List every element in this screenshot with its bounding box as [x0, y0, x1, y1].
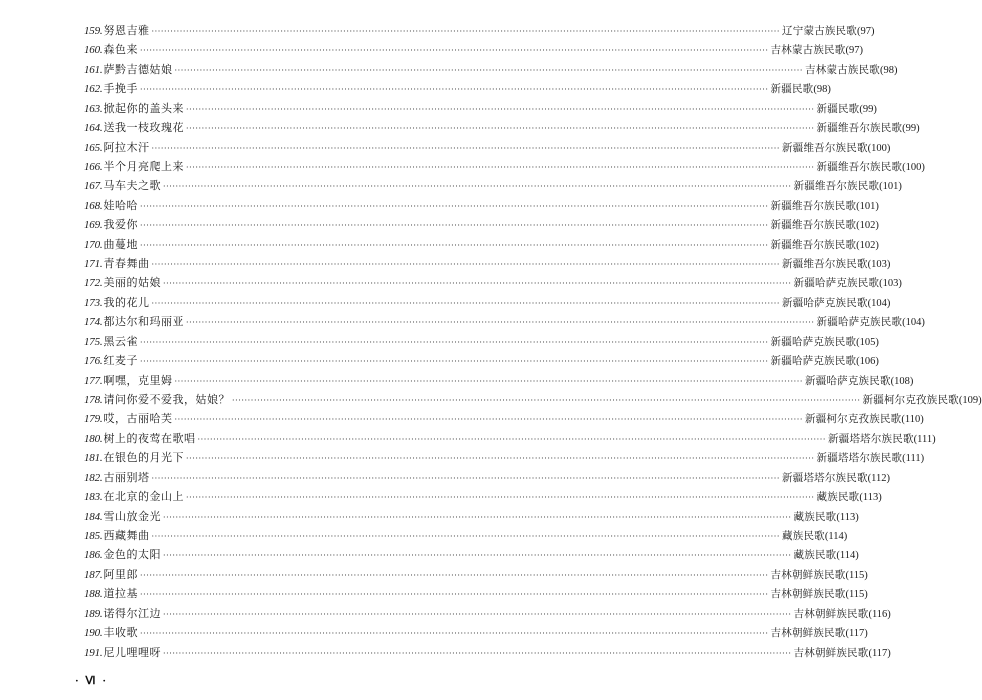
- entry-title: 都达尔和玛丽亚: [103, 315, 184, 329]
- entry-page-number: (112): [867, 472, 891, 484]
- entry-page-number: (98): [813, 84, 831, 96]
- entry-title: 我爱你: [103, 218, 138, 232]
- toc-entry: [84, 235, 879, 254]
- toc-entry: [84, 118, 920, 137]
- entry-number: 160.: [84, 44, 103, 57]
- entry-number: 163.: [84, 102, 103, 115]
- entry-title: 请问你爱不爱我，姑娘？: [103, 393, 230, 407]
- entry-title: 娃哈哈: [103, 198, 138, 212]
- entry-page-number: (117): [845, 628, 868, 640]
- entry-source: 新疆塔塔尔族民歌: [828, 432, 914, 445]
- entry-number: 189.: [84, 607, 103, 620]
- entry-source: 吉林蒙古族民歌: [770, 44, 846, 57]
- entry-title: 曲蔓地: [103, 237, 138, 251]
- dot-leader: ········································································································································································································: [174, 415, 804, 425]
- dot-leader: ········································································································································································································: [139, 221, 769, 231]
- entry-title: 萨黔吉德姑娘: [103, 62, 173, 76]
- dot-leader: ········································································································································································································: [162, 551, 792, 561]
- entry-number: 176.: [84, 355, 103, 368]
- toc-entry: [84, 99, 877, 118]
- dot-leader: ········································································································································································································: [162, 512, 792, 522]
- entry-source: 新疆柯尔克孜族民歌: [862, 394, 959, 407]
- toc-entry: [84, 293, 891, 312]
- toc-entry: [84, 468, 891, 487]
- entry-title: 青春舞曲: [103, 257, 150, 271]
- entry-source: 新疆维吾尔族民歌: [793, 180, 880, 193]
- entry-source: 新疆维吾尔族民歌: [782, 258, 868, 271]
- entry-page-number: (98): [879, 64, 898, 76]
- toc-entry: [84, 176, 902, 195]
- entry-page-number: (115): [845, 589, 868, 601]
- entry-page-number: (111): [902, 453, 925, 465]
- entry-page-number: (104): [902, 317, 925, 329]
- toc-entry: [84, 138, 891, 157]
- dot-leader: ········································································································································································································: [185, 162, 815, 172]
- entry-title: 诺得尔江边: [103, 606, 161, 620]
- dot-leader: ········································································································································································································: [151, 531, 781, 541]
- entry-page-number: (102): [856, 239, 879, 251]
- dot-leader: ········································································································································································································: [151, 27, 781, 36]
- entry-number: 164.: [84, 122, 103, 135]
- dot-leader: ········································································································································································································: [139, 337, 769, 347]
- entry-number: 187.: [84, 568, 103, 581]
- dot-leader: ········································································································································································································: [231, 396, 861, 406]
- entry-title: 丰收歌: [103, 626, 138, 640]
- entry-number: 165.: [84, 141, 103, 154]
- entry-source: 吉林朝鲜族民歌: [770, 627, 846, 640]
- dot-leader: ········································································································································································································: [139, 629, 769, 639]
- entry-page-number: (104): [867, 297, 891, 309]
- entry-source: 新疆民歌: [816, 102, 860, 115]
- entry-page-number: (108): [890, 375, 914, 387]
- dot-leader: ········································································································································································································: [185, 454, 815, 464]
- toc-entry: [84, 409, 924, 428]
- entry-source: 吉林蒙古族民歌: [805, 63, 880, 76]
- entry-page-number: (101): [879, 181, 902, 193]
- entry-source: 新疆哈萨克族民歌: [782, 296, 868, 309]
- entry-source: 新疆维吾尔族民歌: [770, 199, 857, 212]
- entry-source: 新疆柯尔克孜族民歌: [805, 413, 902, 426]
- dot-leader: ········································································································································································································: [151, 473, 781, 483]
- entry-page-number: (106): [856, 356, 879, 368]
- entry-source: 新疆哈萨克族民歌: [816, 316, 903, 329]
- entry-number: 191.: [84, 646, 103, 659]
- entry-title: 古丽别塔: [103, 470, 150, 484]
- entry-source: 新疆维吾尔族民歌: [816, 160, 903, 173]
- entry-source: 新疆哈萨克族民歌: [770, 355, 857, 368]
- toc-entry: [84, 79, 831, 98]
- entry-page-number: (99): [902, 123, 920, 135]
- entry-number: 172.: [84, 277, 103, 290]
- entry-title: 红麦子: [103, 354, 138, 368]
- toc-entry: [84, 584, 868, 603]
- entry-page-number: (101): [856, 200, 879, 212]
- entry-title: 美丽的姑娘: [103, 276, 161, 290]
- dot-leader: ········································································································································································································: [162, 648, 792, 658]
- dot-leader: ········································································································································································································: [162, 279, 792, 289]
- dot-leader: ········································································································································································································: [139, 240, 769, 250]
- entry-source: 新疆维吾尔族民歌: [770, 238, 857, 251]
- entry-source: 新疆哈萨克族民歌: [770, 335, 857, 348]
- entry-title: 哎，古丽哈芙: [103, 412, 173, 426]
- entry-source: 吉林朝鲜族民歌: [793, 607, 869, 620]
- entry-title: 道拉基: [103, 587, 138, 601]
- dot-leader: ········································································································································································································: [139, 570, 769, 580]
- entry-number: 159.: [84, 25, 103, 37]
- entry-source: 新疆哈萨克族民歌: [805, 374, 891, 387]
- toc-entry: [84, 215, 879, 234]
- dot-leader: ········································································································································································································: [174, 65, 804, 75]
- entry-title: 送我一枝玫瑰花: [103, 121, 184, 135]
- entry-title: 掀起你的盖头来: [103, 101, 184, 115]
- entry-source: 吉林朝鲜族民歌: [770, 588, 846, 601]
- entry-title: 手挽手: [103, 82, 138, 96]
- entry-title: 阿拉木汗: [103, 140, 150, 154]
- entry-page-number: (100): [902, 161, 925, 173]
- entry-title: 阿里郎: [103, 567, 138, 581]
- entry-source: 新疆塔塔尔族民歌: [816, 452, 903, 465]
- entry-page-number: (114): [824, 530, 848, 542]
- dot-leader: ········································································································································································································: [139, 85, 769, 95]
- entry-source: 辽宁蒙古族民歌: [782, 25, 857, 37]
- toc-entry: [84, 196, 879, 215]
- dot-leader: ········································································································································································································: [151, 143, 781, 153]
- dot-leader: ········································································································································································································: [174, 376, 804, 386]
- toc-entry: [84, 351, 879, 370]
- entry-title: 雪山放金光: [103, 509, 161, 523]
- page-number-footer: · Ⅵ ·: [75, 675, 108, 687]
- entry-number: 167.: [84, 180, 103, 193]
- entry-number: 166.: [84, 160, 103, 173]
- entry-source: 藏族民歌: [793, 510, 837, 523]
- entry-page-number: (111): [913, 433, 936, 445]
- entry-source: 藏族民歌: [793, 549, 837, 562]
- entry-source: 新疆民歌: [770, 83, 814, 96]
- toc-entry: [84, 254, 891, 273]
- entry-title: 马车夫之歌: [103, 179, 161, 193]
- entry-source: 吉林朝鲜族民歌: [793, 646, 869, 659]
- entry-page-number: (113): [836, 511, 859, 523]
- toc-entry: [84, 545, 859, 564]
- entry-number: 170.: [84, 238, 103, 251]
- entry-page-number: (97): [856, 26, 875, 37]
- toc-entry: [84, 332, 879, 351]
- entry-number: 162.: [84, 83, 103, 96]
- entry-page-number: (103): [867, 259, 891, 271]
- entry-source: 新疆维吾尔族民歌: [816, 122, 903, 135]
- toc-entry: [84, 40, 863, 59]
- entry-page-number: (105): [856, 336, 879, 348]
- entry-source: 新疆维吾尔族民歌: [770, 219, 857, 232]
- table-of-contents: [84, 21, 982, 662]
- entry-title: 在北京的金山上: [103, 490, 184, 504]
- toc-entry: [84, 507, 859, 526]
- entry-number: 180.: [84, 432, 103, 445]
- entry-source: 新疆维吾尔族民歌: [782, 141, 868, 154]
- entry-page-number: (100): [867, 142, 891, 154]
- toc-entry: [84, 371, 914, 390]
- entry-title: 努恩吉雅: [103, 24, 150, 37]
- entry-number: 161.: [84, 63, 103, 76]
- entry-title: 半个月亮爬上来: [103, 159, 184, 173]
- dot-leader: ········································································································································································································: [185, 104, 815, 114]
- entry-number: 190.: [84, 627, 103, 640]
- entry-page-number: (97): [845, 45, 863, 57]
- entry-title: 尼儿哩哩呀: [103, 645, 161, 659]
- entry-title: 树上的夜莺在歌唱: [103, 431, 196, 445]
- entry-number: 175.: [84, 335, 103, 348]
- entry-page-number: (99): [859, 103, 877, 115]
- entry-page-number: (114): [836, 550, 859, 562]
- dot-leader: ········································································································································································································: [197, 434, 827, 444]
- toc-entry: [84, 604, 891, 623]
- entry-title: 金色的太阳: [103, 548, 161, 562]
- entry-number: 183.: [84, 491, 103, 504]
- dot-leader: ········································································································································································································: [139, 590, 769, 600]
- toc-entry: [84, 448, 925, 467]
- entry-page-number: (109): [958, 395, 982, 407]
- entry-title: 我的花儿: [103, 295, 150, 309]
- entry-source: 藏族民歌: [816, 491, 860, 504]
- toc-entry: [84, 429, 936, 448]
- entry-number: 181.: [84, 452, 103, 465]
- entry-number: 173.: [84, 296, 103, 309]
- entry-number: 185.: [84, 529, 103, 542]
- dot-leader: ········································································································································································································: [139, 357, 769, 367]
- toc-entry: [84, 487, 882, 506]
- entry-title: 啊嘿，克里姆: [103, 373, 173, 387]
- entry-page-number: (110): [901, 414, 924, 426]
- entry-number: 171.: [84, 258, 103, 271]
- dot-leader: ········································································································································································································: [139, 46, 769, 56]
- toc-entry: [84, 273, 902, 292]
- entry-title: 西藏舞曲: [103, 528, 150, 542]
- dot-leader: ········································································································································································································: [185, 493, 815, 503]
- entry-number: 178.: [84, 394, 103, 407]
- entry-source: 新疆塔塔尔族民歌: [782, 471, 868, 484]
- entry-source: 藏族民歌: [782, 529, 825, 542]
- toc-entry: [84, 21, 875, 40]
- toc-entry: [84, 60, 898, 79]
- entry-number: 174.: [84, 316, 103, 329]
- toc-entry: [84, 157, 925, 176]
- entry-title: 黑云雀: [103, 334, 138, 348]
- entry-title: 在银色的月光下: [103, 451, 184, 465]
- entry-source: 吉林朝鲜族民歌: [770, 568, 846, 581]
- toc-entry: [84, 623, 868, 642]
- dot-leader: ········································································································································································································: [162, 182, 792, 192]
- dot-leader: ········································································································································································································: [151, 298, 781, 308]
- entry-number: 186.: [84, 549, 103, 562]
- toc-entry: [84, 526, 848, 545]
- entry-number: 179.: [84, 413, 103, 426]
- toc-entry: [84, 565, 868, 584]
- entry-number: 182.: [84, 471, 103, 484]
- entry-page-number: (103): [879, 278, 902, 290]
- dot-leader: ········································································································································································································: [139, 201, 769, 211]
- dot-leader: ········································································································································································································: [185, 318, 815, 328]
- entry-number: 168.: [84, 199, 103, 212]
- entry-page-number: (102): [856, 220, 879, 232]
- entry-page-number: (117): [868, 647, 891, 659]
- entry-page-number: (116): [868, 608, 891, 620]
- toc-entry: [84, 643, 891, 662]
- dot-leader: ········································································································································································································: [185, 124, 815, 134]
- entry-number: 184.: [84, 510, 103, 523]
- entry-page-number: (113): [859, 492, 882, 504]
- entry-title: 森色来: [103, 43, 138, 57]
- entry-number: 188.: [84, 588, 103, 601]
- entry-source: 新疆哈萨克族民歌: [793, 277, 880, 290]
- toc-entry: [84, 390, 982, 409]
- dot-leader: ········································································································································································································: [151, 260, 781, 270]
- entry-page-number: (115): [845, 569, 868, 581]
- entry-number: 169.: [84, 219, 103, 232]
- dot-leader: ········································································································································································································: [162, 609, 792, 619]
- entry-number: 177.: [84, 374, 103, 387]
- toc-entry: [84, 312, 925, 331]
